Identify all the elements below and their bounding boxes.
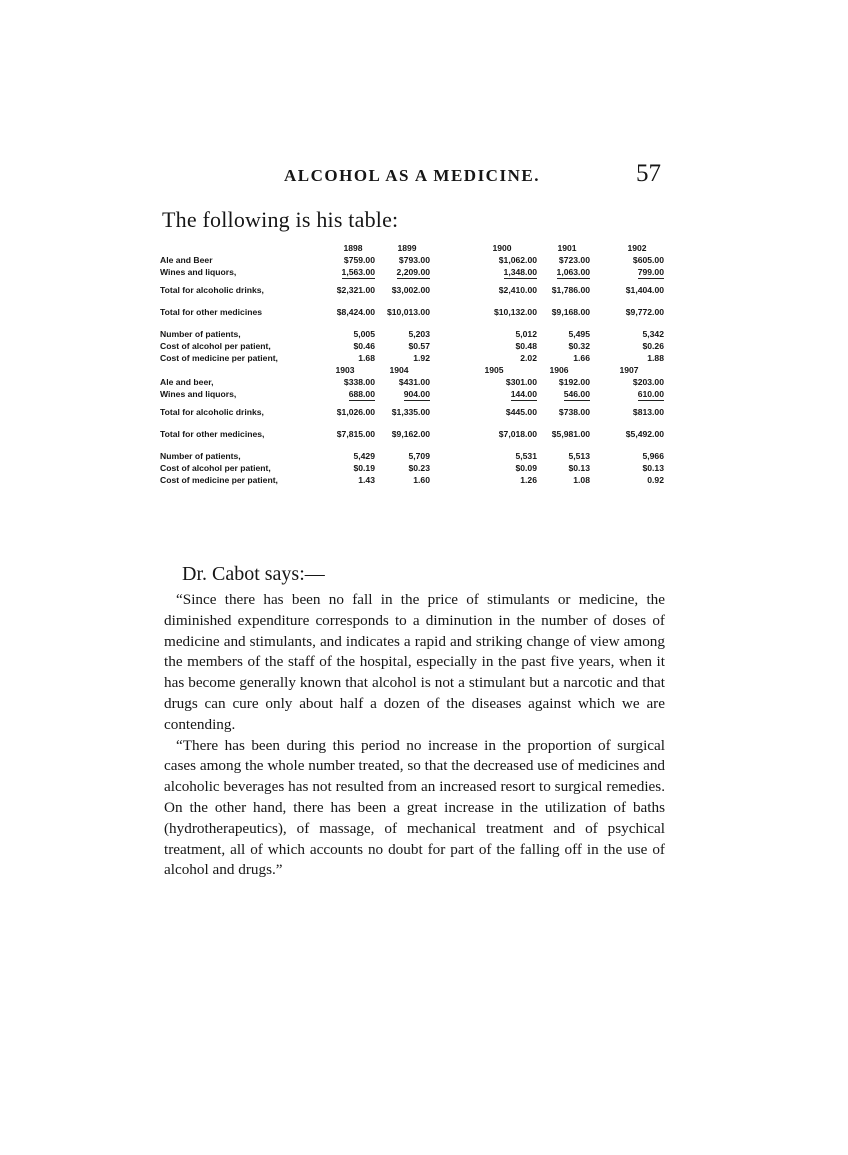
year-cell: 1907 — [619, 365, 639, 375]
table-cell: $0.48 — [515, 341, 537, 351]
table-cell: 904.00 — [403, 389, 430, 399]
page-number: 57 — [636, 160, 661, 187]
year-cell: 1898 — [343, 243, 363, 253]
row-label: Number of patients, — [160, 329, 241, 339]
row-label: Wines and liquors, — [160, 267, 237, 277]
row-label: Wines and liquors, — [160, 389, 237, 399]
table-cell: $3,002.00 — [391, 285, 430, 295]
table-row — [160, 430, 665, 442]
table-cell: $1,335.00 — [391, 407, 430, 417]
running-title: ALCOHOL AS A MEDICINE. — [284, 166, 540, 185]
table-cell: $431.00 — [398, 377, 430, 387]
table-cell: $192.00 — [558, 377, 590, 387]
statistics-table — [160, 244, 665, 488]
table-cell: $2,321.00 — [336, 285, 375, 295]
table-row — [160, 390, 665, 402]
table-cell: 5,531 — [515, 451, 537, 461]
table-cell: 0.92 — [647, 475, 664, 485]
table-cell: $813.00 — [632, 407, 664, 417]
table-cell: 610.00 — [637, 389, 664, 399]
table-cell: 688.00 — [348, 389, 375, 399]
row-label: Cost of medicine per patient, — [160, 475, 278, 485]
table-cell: 5,203 — [408, 329, 430, 339]
table-cell: $9,772.00 — [625, 307, 664, 317]
table-cell: 1.26 — [520, 475, 537, 485]
table-row — [160, 268, 665, 280]
row-label: Cost of alcohol per patient, — [160, 341, 271, 351]
table-cell: $738.00 — [558, 407, 590, 417]
row-label: Number of patients, — [160, 451, 241, 461]
year-cell: 1905 — [484, 365, 504, 375]
table-cell: 1,563.00 — [341, 267, 375, 277]
table-cell: 1.88 — [647, 353, 664, 363]
table-cell: $10,013.00 — [386, 307, 430, 317]
table-cell: $5,492.00 — [625, 429, 664, 439]
table-cell: $301.00 — [505, 377, 537, 387]
table-cell: $0.13 — [642, 463, 664, 473]
row-label: Ale and Beer — [160, 255, 213, 265]
table-cell: 546.00 — [563, 389, 590, 399]
table-cell: $10,132.00 — [493, 307, 537, 317]
table-cell: 5,709 — [408, 451, 430, 461]
table-cell: $0.23 — [408, 463, 430, 473]
year-cell: 1899 — [397, 243, 417, 253]
table-cell: 1.68 — [358, 353, 375, 363]
paragraph-1: “Since there has been no fall in the price of stimulants or medicine, the diminished expenditure corresponds to a diminution in the number of doses of medicine and stimulants, and indicates a rapid and striking change of view among the members of the staff of the hospital, especially in the past five years, when it has become generally known that alcohol is not a stimulant but a narcotic and that drugs can cure only about half a dozen of the diseases against which we are contending. — [164, 591, 665, 733]
table-cell: $9,168.00 — [551, 307, 590, 317]
table-cell: $0.32 — [568, 341, 590, 351]
cabot-heading: Dr. Cabot says:— — [182, 563, 325, 585]
table-cell: $1,062.00 — [498, 255, 537, 265]
table-cell: $5,981.00 — [551, 429, 590, 439]
table-cell: $1,786.00 — [551, 285, 590, 295]
table-cell: 5,429 — [353, 451, 375, 461]
table-cell: 2,209.00 — [396, 267, 430, 277]
running-head — [160, 160, 665, 194]
table-cell: 2.02 — [520, 353, 537, 363]
table-cell: $0.13 — [568, 463, 590, 473]
table-row — [160, 308, 665, 320]
intro-line: The following is his table: — [162, 207, 399, 232]
table-cell: 5,966 — [642, 451, 664, 461]
table-cell: $723.00 — [558, 255, 590, 265]
table-cell: $2,410.00 — [498, 285, 537, 295]
table-cell: $9,162.00 — [391, 429, 430, 439]
table-cell: 144.00 — [510, 389, 537, 399]
quoted-text — [164, 590, 665, 881]
table-cell: 5,005 — [353, 329, 375, 339]
table-cell: $445.00 — [505, 407, 537, 417]
table-cell: 1.92 — [413, 353, 430, 363]
row-label: Total for other medicines, — [160, 429, 265, 439]
table-cell: 5,012 — [515, 329, 537, 339]
table-cell: 799.00 — [637, 267, 664, 277]
table-cell: $759.00 — [343, 255, 375, 265]
table-row — [160, 408, 665, 420]
table-cell: 5,495 — [568, 329, 590, 339]
table-cell: $0.26 — [642, 341, 664, 351]
row-label: Total for alcoholic drinks, — [160, 285, 264, 295]
table-cell: $7,815.00 — [336, 429, 375, 439]
row-label: Total for other medicines — [160, 307, 263, 317]
paragraph-2: “There has been during this period no increase in the proportion of surgical cases among the whole number treated, so that the decreased use of medicines and alcoholic beverages has not resulted from an increased resort to surgical remedies. On the other hand, there has been a great increase in the utilization of baths (hydrotherapeutics), of massage, of mechanical treatment and of psychical treatment, all of which accounts no doubt for part of the falling off in the use of alcohol and drugs.” — [164, 736, 666, 879]
year-cell: 1903 — [335, 365, 355, 375]
table-cell: $0.46 — [353, 341, 375, 351]
year-cell: 1900 — [492, 243, 512, 253]
year-cell: 1901 — [557, 243, 577, 253]
table-cell: $793.00 — [398, 255, 430, 265]
table-cell: $8,424.00 — [336, 307, 375, 317]
table-cell: 1,348.00 — [503, 267, 537, 277]
table-cell: $7,018.00 — [498, 429, 537, 439]
table-cell: $0.09 — [515, 463, 537, 473]
table-cell: 1.08 — [573, 475, 590, 485]
table-row — [160, 286, 665, 298]
table-cell: 5,342 — [642, 329, 664, 339]
table-row — [160, 476, 665, 488]
table-cell: 1,063.00 — [556, 267, 590, 277]
table-cell: 5,513 — [568, 451, 590, 461]
row-label: Ale and beer, — [160, 377, 214, 387]
year-cell: 1906 — [549, 365, 569, 375]
row-label: Cost of alcohol per patient, — [160, 463, 271, 473]
year-cell: 1902 — [627, 243, 647, 253]
table-cell: 1.43 — [358, 475, 375, 485]
year-cell: 1904 — [389, 365, 409, 375]
table-row — [160, 354, 665, 366]
table-cell: $338.00 — [343, 377, 375, 387]
table-cell: 1.60 — [413, 475, 430, 485]
table-cell: $0.19 — [353, 463, 375, 473]
table-cell: $605.00 — [632, 255, 664, 265]
table-cell: $203.00 — [632, 377, 664, 387]
table-cell: $0.57 — [408, 341, 430, 351]
table-cell: 1.66 — [573, 353, 590, 363]
row-label: Total for alcoholic drinks, — [160, 407, 264, 417]
table-cell: $1,404.00 — [625, 285, 664, 295]
row-label: Cost of medicine per patient, — [160, 353, 278, 363]
table-cell: $1,026.00 — [336, 407, 375, 417]
